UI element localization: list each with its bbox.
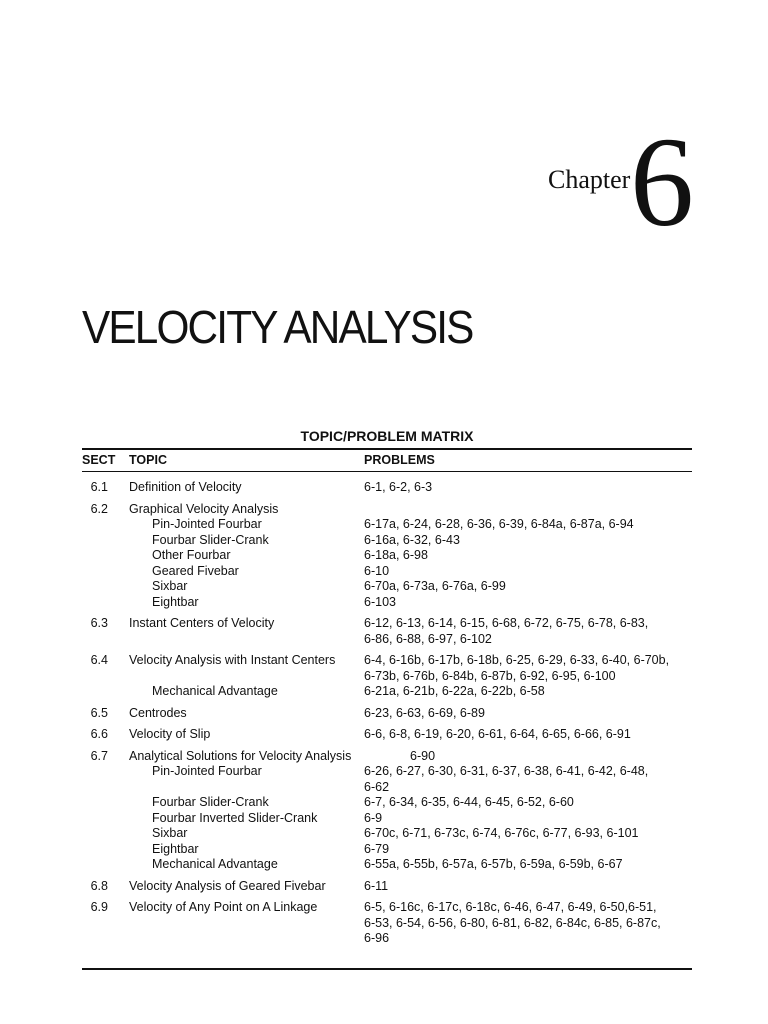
row-problems: 6-18a, 6-98: [364, 548, 428, 562]
row-problems: 6-26, 6-27, 6-30, 6-31, 6-37, 6-38, 6-41, 6-42, 6-48, 6-62: [364, 764, 649, 794]
row-topic: Pin-Jointed Fourbar: [152, 764, 262, 778]
chapter-word: Chapter: [548, 165, 631, 194]
row-sect: 6.3: [90, 616, 108, 630]
row-problems: 6-70c, 6-71, 6-73c, 6-74, 6-76c, 6-77, 6-93, 6-101: [364, 826, 639, 840]
row-topic: Definition of Velocity: [129, 480, 242, 494]
table-row: [82, 595, 692, 611]
row-problems: 6-10: [364, 563, 390, 578]
row-topic: Fourbar Inverted Slider-Crank: [152, 810, 318, 825]
row-problems: 6-103: [364, 594, 396, 609]
row-problems: 6-23, 6-63, 6-69, 6-89: [364, 705, 485, 720]
table-row: [82, 749, 692, 765]
table-row: [82, 795, 692, 811]
row-problems: 6-6, 6-8, 6-19, 6-20, 6-61, 6-64, 6-65, 6-66, 6-91: [364, 727, 631, 741]
table-row: [82, 727, 692, 743]
row-topic: Mechanical Advantage: [152, 857, 278, 871]
row-topic: Graphical Velocity Analysis: [129, 501, 279, 516]
row-sect: 6.1: [90, 480, 108, 494]
table-row: [82, 900, 692, 947]
table-top-rule: [82, 448, 692, 450]
row-problems: 6-1, 6-2, 6-3: [364, 480, 433, 494]
header-problems: PROBLEMS: [364, 453, 435, 467]
table-header-rule: [82, 471, 692, 472]
row-sect: 6.7: [90, 748, 108, 763]
table-row: [82, 684, 692, 700]
table-row: [82, 706, 692, 722]
row-sect: 6.2: [90, 501, 108, 516]
row-problems: 6-11: [364, 878, 389, 893]
row-problems: 6-12, 6-13, 6-14, 6-15, 6-68, 6-72, 6-75, 6-78, 6-83, 6-86, 6-88, 6-97, 6-102: [364, 616, 649, 646]
table-row: [82, 857, 692, 873]
row-sect: 6.4: [90, 653, 108, 667]
row-problems: 6-70a, 6-73a, 6-76a, 6-99: [364, 579, 506, 593]
row-topic: Other Fourbar: [152, 548, 231, 562]
row-problems: 6-7, 6-34, 6-35, 6-44, 6-45, 6-52, 6-60: [364, 795, 574, 809]
table-row: [82, 811, 692, 827]
row-problems: 6-9: [364, 810, 383, 825]
row-inline-problem: 6-90: [410, 748, 436, 763]
table-row: [82, 502, 692, 518]
table-row: [82, 879, 692, 895]
row-topic: Velocity Analysis of Geared Fivebar: [129, 878, 326, 893]
row-problems: 6-55a, 6-55b, 6-57a, 6-57b, 6-59a, 6-59b, 6-67: [364, 857, 623, 871]
table-row: [82, 564, 692, 580]
row-problems: 6-5, 6-16c, 6-17c, 6-18c, 6-46, 6-47, 6-49, 6-50,6-51, 6-53, 6-54, 6-56, 6-80, 6-81, 6-82, 6-84c, 6-85, 6-87c, 6-96: [364, 900, 661, 945]
row-topic: Fourbar Slider-Crank: [152, 795, 269, 809]
row-topic: Pin-Jointed Fourbar: [152, 517, 262, 531]
row-topic: Eightbar: [152, 594, 199, 609]
row-problems: 6-17a, 6-24, 6-28, 6-36, 6-39, 6-84a, 6-87a, 6-94: [364, 517, 634, 531]
row-sect: 6.6: [90, 727, 108, 741]
row-topic: Geared Fivebar: [152, 563, 239, 578]
row-sect: 6.8: [90, 878, 108, 893]
row-problems: 6-79: [364, 841, 390, 856]
row-topic: Velocity of Any Point on A Linkage: [129, 900, 318, 914]
chapter-number: 6: [630, 111, 694, 253]
topic-problem-table: [82, 474, 692, 947]
row-topic: Instant Centers of Velocity: [129, 616, 275, 630]
header-topic: TOPIC: [129, 453, 167, 467]
row-topic: Mechanical Advantage: [152, 684, 278, 698]
row-topic: Eightbar: [152, 841, 199, 856]
table-row: [82, 548, 692, 564]
row-topic: Sixbar: [152, 579, 188, 593]
table-bottom-rule: [82, 968, 692, 970]
row-problems: 6-21a, 6-21b, 6-22a, 6-22b, 6-58: [364, 684, 545, 698]
row-sect: 6.9: [90, 900, 108, 914]
row-problems: 6-16a, 6-32, 6-43: [364, 532, 460, 547]
table-row: [82, 764, 692, 795]
row-topic: Analytical Solutions for Velocity Analysis: [129, 748, 352, 763]
table-row: [82, 533, 692, 549]
table-row: [82, 579, 692, 595]
row-topic: Fourbar Slider-Crank: [152, 532, 269, 547]
table-row: [82, 480, 692, 496]
row-topic: Centrodes: [129, 705, 187, 720]
page-title: VELOCITY ANALYSIS: [82, 301, 473, 353]
table-row: [82, 653, 692, 684]
row-topic: Velocity of Slip: [129, 727, 211, 741]
header-sect: SECT: [82, 453, 116, 467]
row-problems: 6-4, 6-16b, 6-17b, 6-18b, 6-25, 6-29, 6-33, 6-40, 6-70b, 6-73b, 6-76b, 6-84b, 6-87b, 6-92, 6-95, 6-100: [364, 653, 670, 683]
table-row: [82, 826, 692, 842]
row-sect: 6.5: [90, 705, 108, 720]
table-row: [82, 616, 692, 647]
table-row: [82, 842, 692, 858]
row-topic: Velocity Analysis with Instant Centers: [129, 653, 336, 667]
table-row: [82, 517, 692, 533]
matrix-title: TOPIC/PROBLEM MATRIX: [300, 428, 474, 444]
row-topic: Sixbar: [152, 826, 188, 840]
